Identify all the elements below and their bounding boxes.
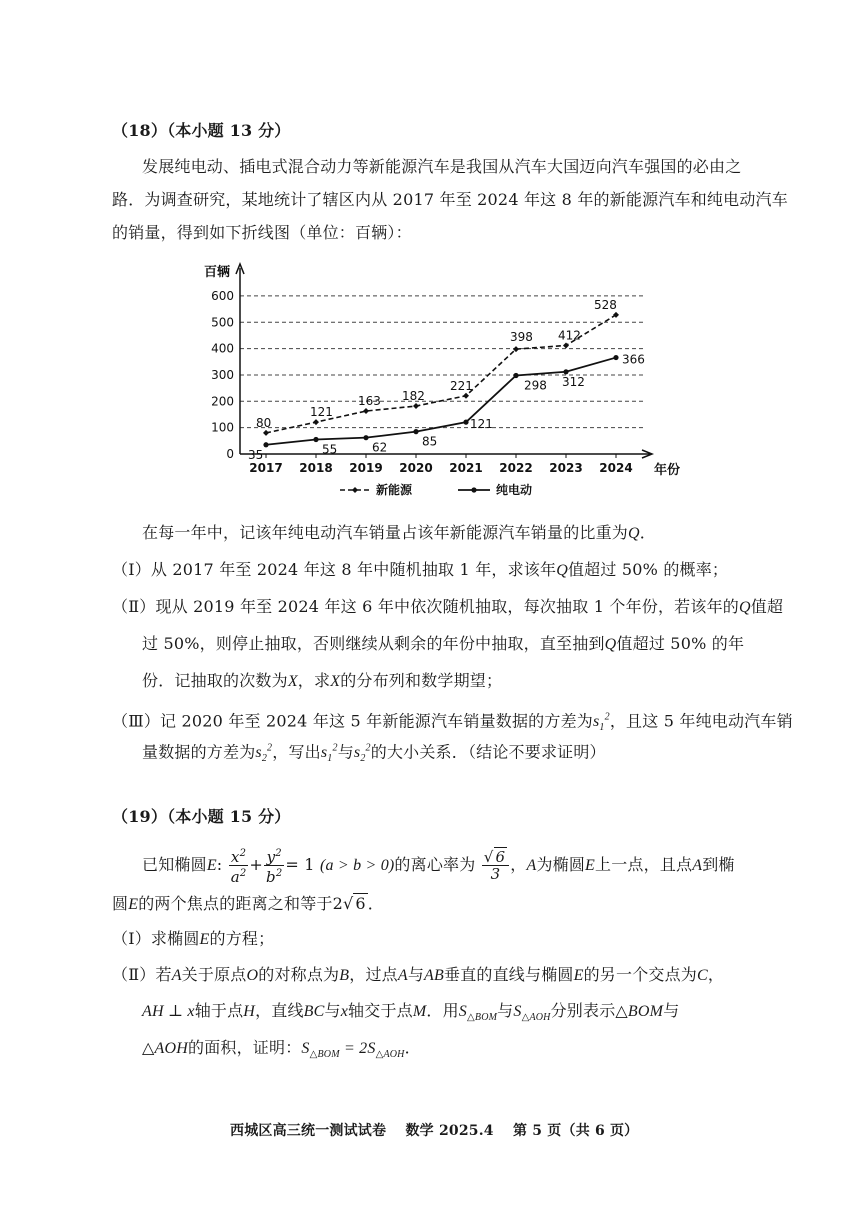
point-新能源	[363, 408, 369, 414]
data-label-纯电动: 121	[470, 417, 493, 432]
sales-line-chart	[190, 262, 690, 507]
point-纯电动	[363, 435, 368, 440]
point-纯电动	[513, 373, 518, 378]
point-新能源	[413, 403, 419, 409]
point-纯电动	[613, 355, 618, 360]
q18-part2-line2: 过 50%，则停止抽取，否则继续从剩余的年份中抽取，直至抽到Q值超过 50% 的年	[142, 634, 745, 653]
q18-header: （18）（本小题 13 分）	[112, 121, 291, 140]
data-label-新能源: 221	[450, 378, 473, 393]
x-axis-title: 年份	[654, 463, 681, 478]
q18-intro-line1: 发展纯电动、插电式混合动力等新能源汽车是我国从汽车大国迈向汽车强国的必由之	[142, 157, 742, 176]
data-label-纯电动: 35	[248, 447, 264, 462]
y-tick-label: 300	[211, 367, 234, 382]
x-tick-label: 2018	[299, 461, 333, 475]
point-新能源	[513, 346, 519, 352]
legend-marker-新能源	[352, 487, 358, 493]
q18-intro-line2: 路．为调查研究，某地统计了辖区内从 2017 年至 2024 年这 8 年的新能源汽车和纯电动汽车	[112, 190, 788, 209]
data-label-新能源: 163	[358, 394, 381, 409]
q18-part2-line1: （Ⅱ）现从 2019 年至 2024 年这 6 年中依次随机抽取，每次抽取 1 个年份，若该年的Q值超	[112, 597, 784, 616]
legend-label-新能源: 新能源	[376, 483, 413, 497]
data-label-新能源: 182	[402, 389, 425, 404]
y-tick-label: 500	[211, 315, 234, 330]
data-label-纯电动: 62	[372, 440, 388, 455]
point-纯电动	[563, 369, 568, 374]
point-纯电动	[463, 420, 468, 425]
y-axis-title: 百辆	[204, 265, 231, 280]
data-label-纯电动: 366	[622, 352, 645, 367]
q19-part2-line3: △AOH的面积，证明：$S_{\triangle BOM} = 2S_{\triangle AOH}$．	[142, 1038, 421, 1061]
page-footer: 西城区高三统一测试试卷 数学 2025.4 第 5 页（共 6 页）	[230, 1123, 639, 1139]
y-tick-label: 100	[211, 420, 234, 435]
x-tick-label: 2020	[399, 461, 433, 475]
q18-part3-line2: 量数据的方差为$s_2^2$，写出$s_1^2$与$s_2^2$的大小关系．（结论不要求证明）	[142, 742, 606, 765]
point-新能源	[463, 393, 469, 399]
q19-line2: 圆E的两个焦点的距离之和等于2√ 6 ．	[112, 894, 384, 913]
data-label-纯电动: 298	[524, 378, 547, 393]
data-label-新能源: 412	[558, 328, 581, 343]
point-纯电动	[413, 429, 418, 434]
x-tick-label: 2023	[549, 461, 583, 475]
data-label-新能源: 80	[256, 415, 272, 430]
q18-q-definition: 在每一年中，记该年纯电动汽车销量占该年新能源汽车销量的比重为Q．	[142, 523, 656, 542]
data-label-新能源: 398	[510, 330, 533, 345]
x-tick-label: 2017	[249, 461, 283, 475]
q19-part1: （Ⅰ）求椭圆E的方程；	[112, 929, 275, 948]
y-tick-label: 400	[211, 341, 234, 356]
point-纯电动	[263, 442, 268, 447]
x-tick-label: 2024	[599, 461, 633, 475]
q19-part2-line1: （Ⅱ）若A关于原点O的对称点为B，过点A与AB垂直的直线与椭圆E的另一个交点为C，	[112, 965, 725, 984]
point-新能源	[563, 342, 569, 348]
point-纯电动	[313, 437, 318, 442]
data-label-纯电动: 312	[562, 374, 585, 389]
q18-part1: （Ⅰ）从 2017 年至 2024 年这 8 年中随机抽取 1 年，求该年Q值超过 50% 的概率；	[112, 560, 729, 579]
data-label-纯电动: 55	[322, 442, 338, 457]
y-tick-label: 200	[211, 394, 234, 409]
q19-line1: 已知椭圆E: $\frac{x^2}{a^2}$ + $\frac{y^2}{b^2}$ = 1 (a > b > 0)的离心率为 $\frac{√ 6}{3}$ ，A为椭圆E上一点，且点A到椭	[142, 848, 735, 886]
point-新能源	[313, 419, 319, 425]
q19-header: （19）（本小题 15 分）	[112, 807, 291, 826]
data-label-纯电动: 85	[422, 434, 438, 449]
q18-part3-line1: （Ⅲ）记 2020 年至 2024 年这 5 年新能源汽车销量数据的方差为$s_1^2$，且这 5 年纯电动汽车销	[112, 711, 793, 734]
x-tick-label: 2022	[499, 461, 533, 475]
x-tick-label: 2021	[449, 461, 483, 475]
legend-marker-纯电动	[471, 487, 476, 492]
q18-part2-line3: 份．记抽取的次数为X，求X的分布列和数学期望；	[142, 671, 503, 690]
data-label-新能源: 528	[594, 297, 617, 312]
q18-intro-line3: 的销量，得到如下折线图（单位：百辆）：	[112, 223, 412, 242]
q19-part2-line2: AH ⊥ x轴于点H，直线BC与x轴交于点M．用$S_{\triangle BOM}$与$S_{\triangle AOH}$分别表示△BOM与	[142, 1001, 680, 1024]
data-label-新能源: 121	[310, 405, 333, 420]
y-tick-label: 0	[226, 447, 234, 461]
point-新能源	[263, 430, 269, 436]
x-tick-label: 2019	[349, 461, 383, 475]
y-tick-label: 600	[211, 288, 234, 303]
legend-label-纯电动: 纯电动	[496, 483, 533, 497]
